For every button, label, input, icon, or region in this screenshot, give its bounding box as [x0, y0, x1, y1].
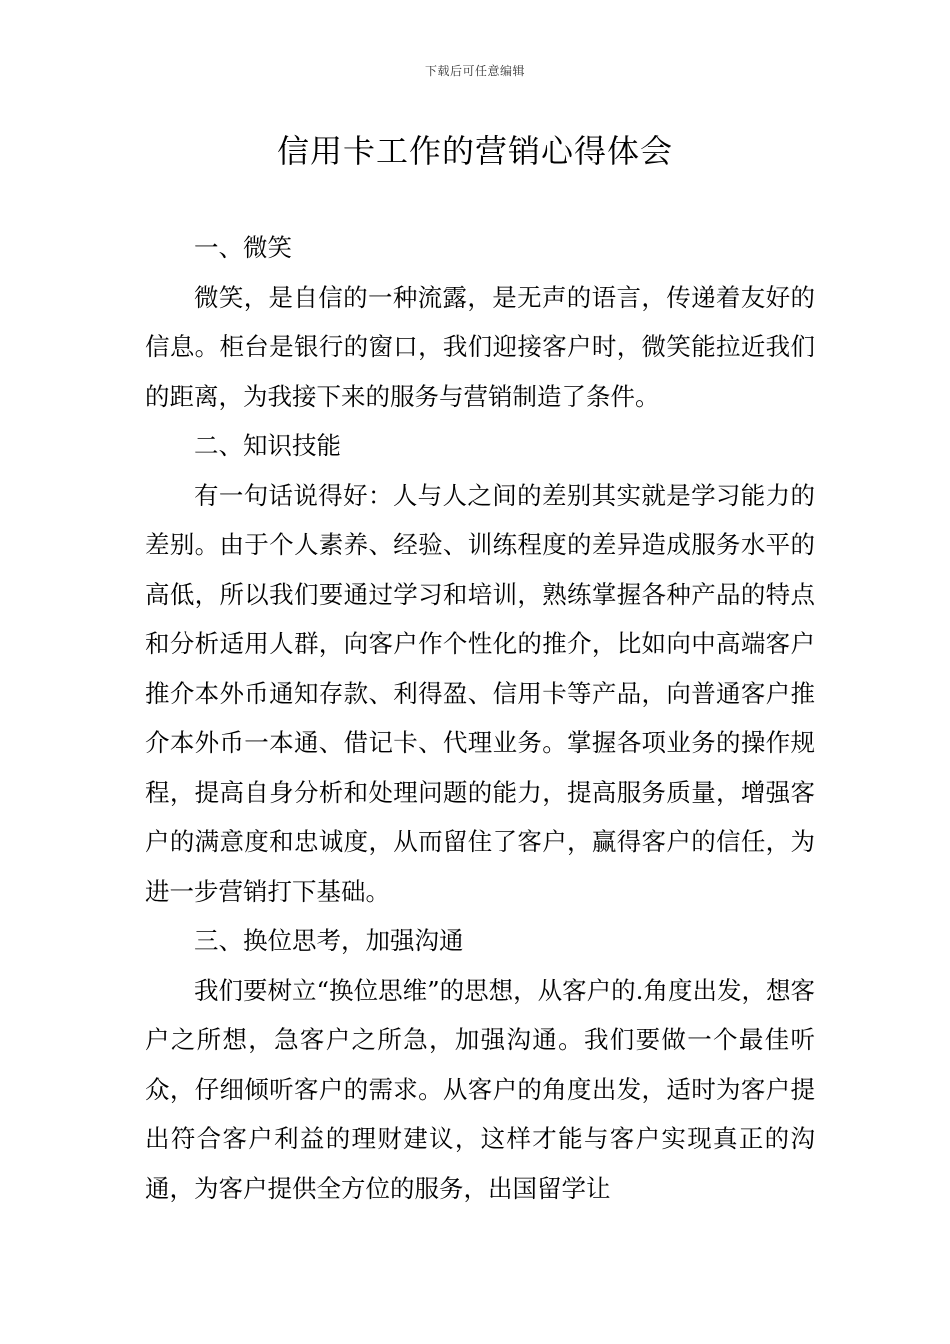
section-heading-empathy-communication: 三、换位思考，加强沟通	[194, 926, 464, 955]
section-paragraph-empathy-communication: 我们要树立“换位思维”的思想，从客户的.角度出发，想客户之所想，急客户之所急，加强沟通。我们要做一个最佳听众，仔细倾听客户的需求。从客户的角度出发，适时为客户提出符合客户利益的理财建议，这样才能与客户实现真正的沟通，为客户提供全方位的服务，出国留学让	[145, 975, 815, 1203]
header-note: 下载后可任意编辑	[424, 64, 525, 78]
section-paragraph-knowledge-skills: 有一句话说得好：人与人之间的差别其实就是学习能力的差别。由于个人素养、经验、训练程度的差异造成服务水平的高低，所以我们要通过学习和培训，熟练掌握各种产品的特点和分析适用人群，向客户作个性化的推介，比如向中高端客户推介本外币通知存款、利得盈、信用卡等产品，向普通客户推介本外币一本通、借记卡、代理业务。掌握各项业务的操作规程，提高自身分析和处理问题的能力，提高服务质量，增强客户的满意度和忠诚度，从而留住了客户，赢得客户的信任，为进一步营销打下基础。	[145, 480, 815, 906]
section-paragraph-smile: 微笑，是自信的一种流露，是无声的语言，传递着友好的信息。柜台是银行的窗口，我们迎接客户时，微笑能拉近我们的距离，为我接下来的服务与营销制造了条件。	[145, 282, 815, 411]
section-heading-smile: 一、微笑	[194, 233, 292, 262]
section-heading-knowledge-skills: 二、知识技能	[194, 431, 341, 460]
document-body	[145, 223, 815, 1213]
document-title: 信用卡工作的营销心得体会	[276, 132, 673, 170]
